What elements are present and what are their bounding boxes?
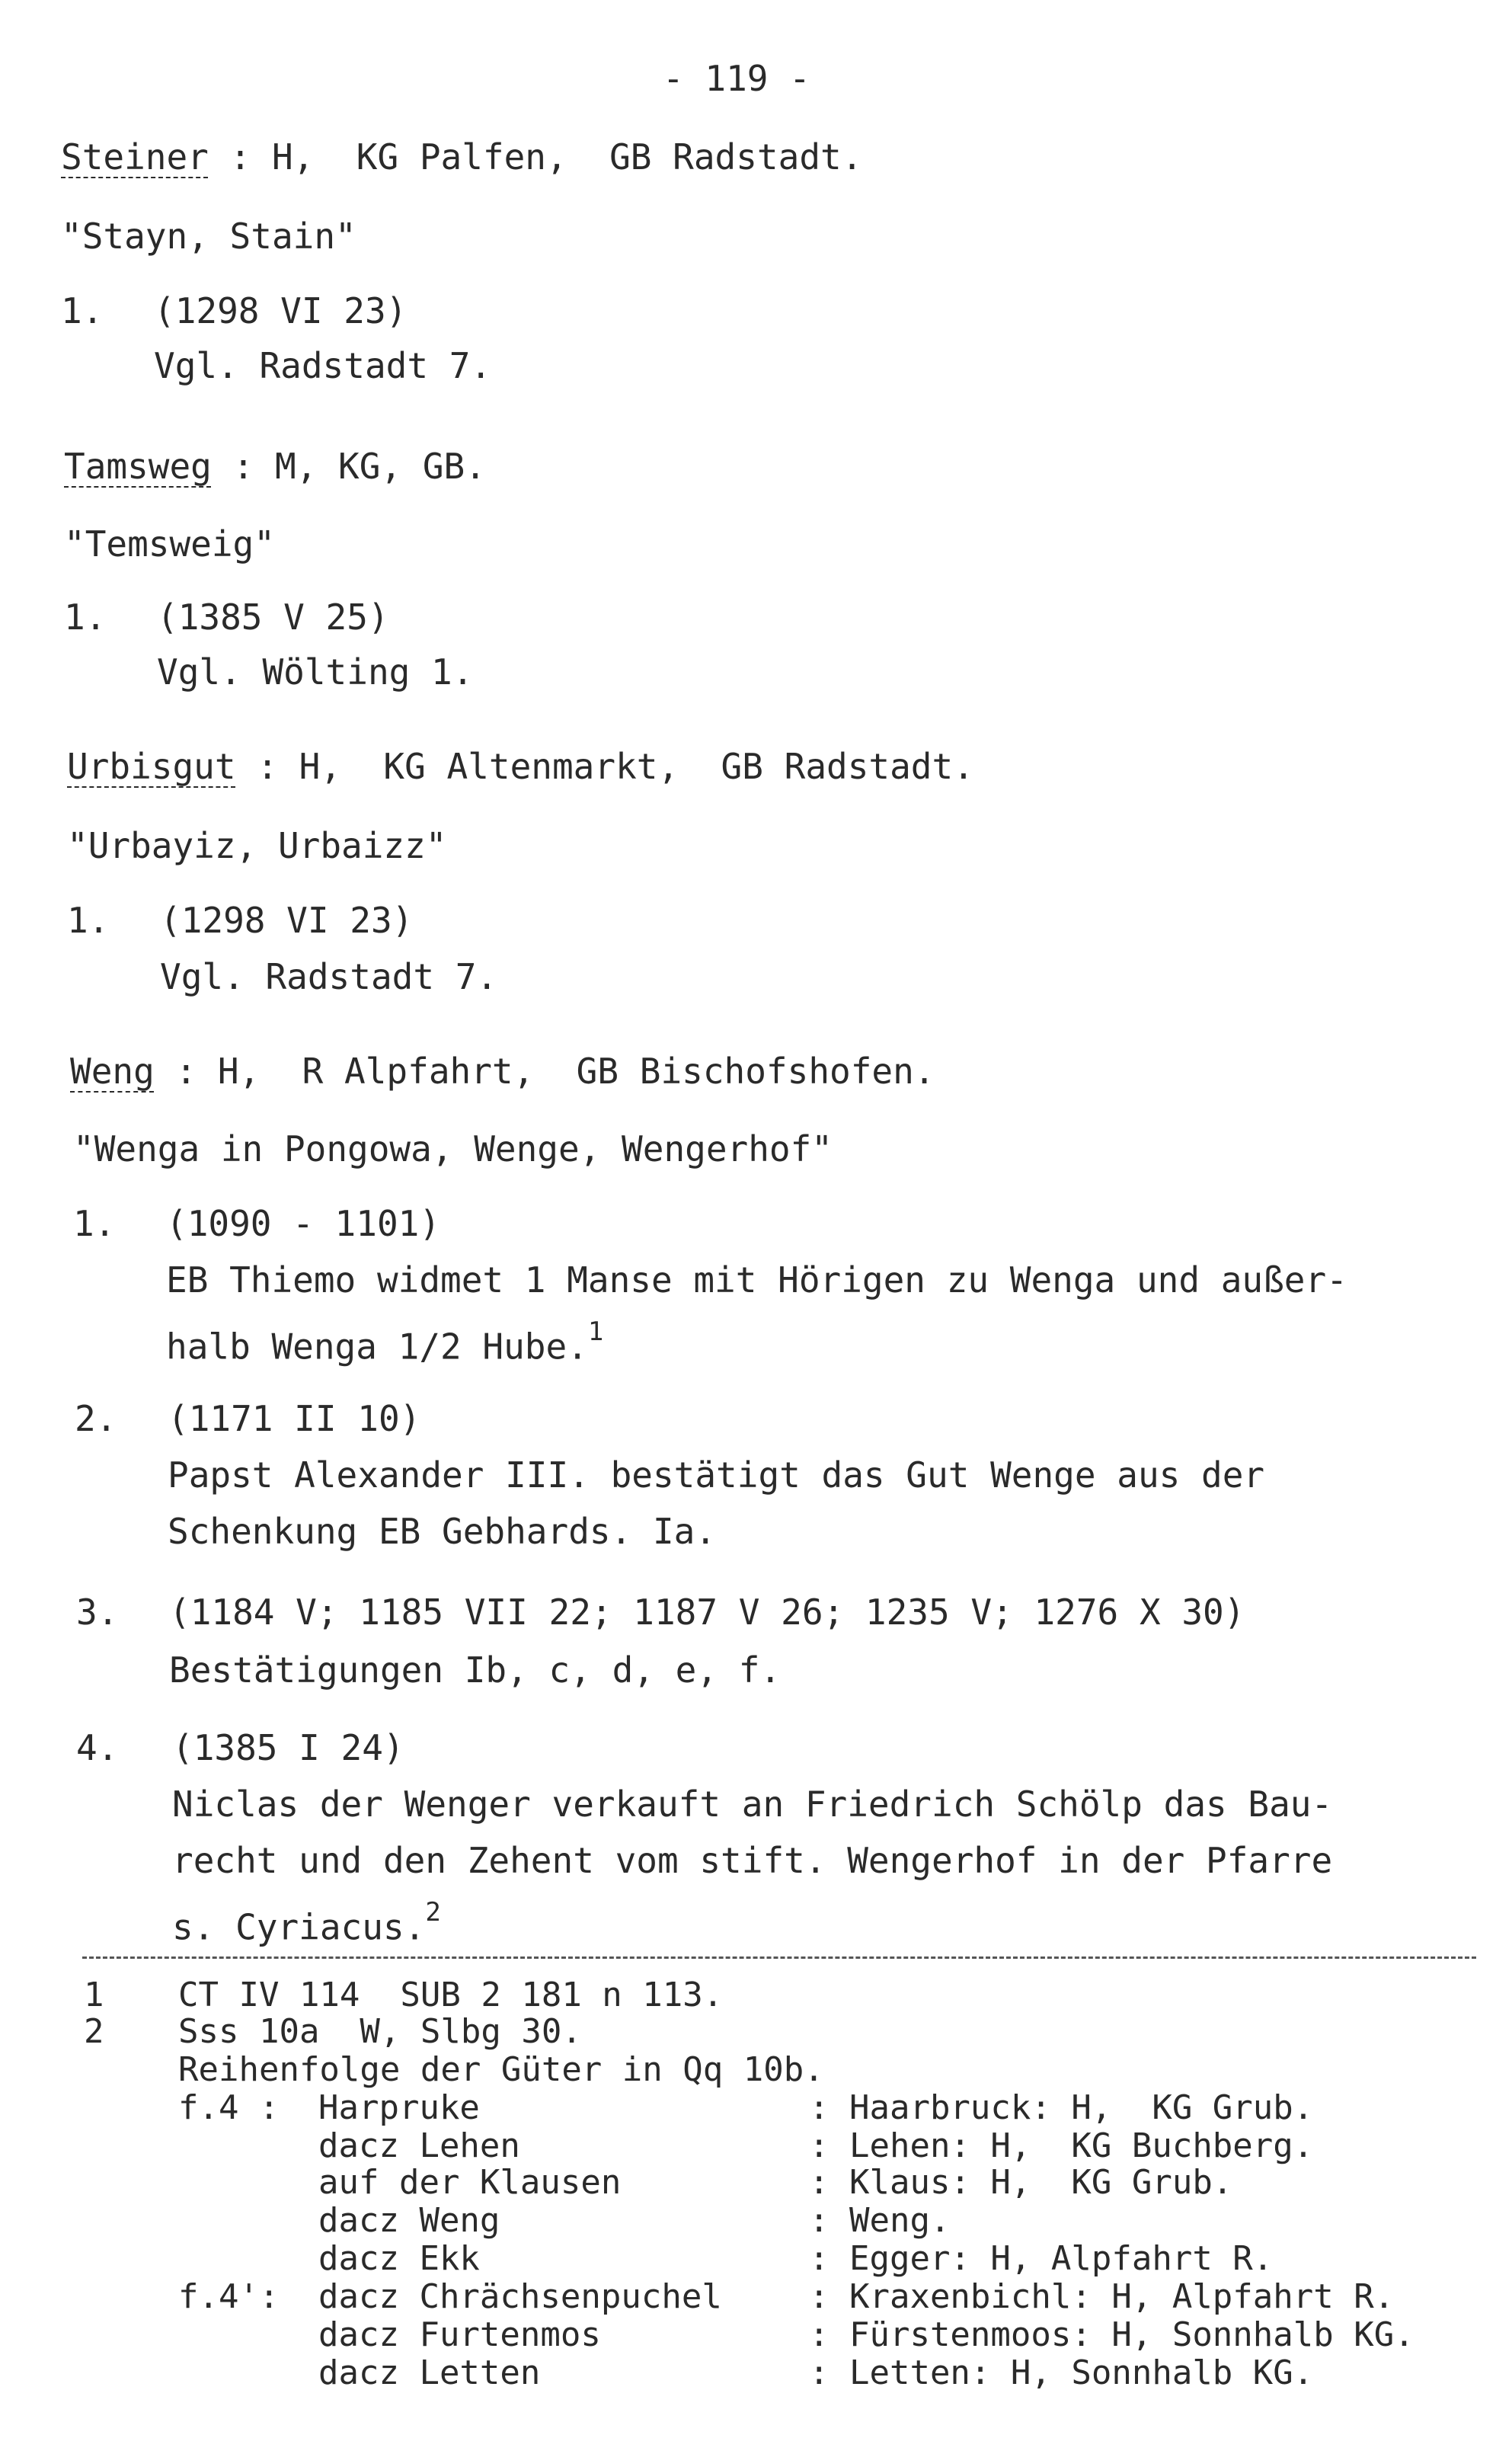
item-date: (1385 V 25) bbox=[157, 597, 389, 638]
footnote-text: Sss 10a W, Slbg 30. bbox=[178, 2012, 582, 2051]
folio-label: f.4': bbox=[178, 2277, 280, 2316]
item-number: 1. bbox=[73, 1203, 116, 1244]
entry-names: "Temsweig" bbox=[64, 523, 275, 565]
page-number: - 119 - bbox=[663, 58, 810, 99]
entry-heading-details: : H, KG Altenmarkt, GB Radstadt. bbox=[257, 746, 974, 787]
estate-modern-name: : Letten: H, Sonnhalb KG. bbox=[809, 2353, 1314, 2392]
folio-label: f.4 : bbox=[178, 2088, 280, 2127]
estate-modern-name: : Haarbruck: H, KG Grub. bbox=[809, 2088, 1314, 2127]
item-date: (1171 II 10) bbox=[168, 1398, 421, 1439]
estate-old-name: dacz Letten bbox=[318, 2353, 541, 2392]
entry-heading-details: : M, KG, GB. bbox=[232, 446, 486, 487]
entry-heading-details: : H, KG Palfen, GB Radstadt. bbox=[229, 136, 863, 178]
item-text-line: halb Wenga 1/2 Hube. bbox=[166, 1326, 588, 1368]
estate-modern-name: : Kraxenbichl: H, Alpfahrt R. bbox=[809, 2277, 1395, 2316]
estate-old-name: dacz Lehen bbox=[318, 2126, 520, 2165]
item-date: (1298 VI 23) bbox=[154, 290, 408, 331]
footnote-number: 1 bbox=[84, 1976, 104, 2014]
estate-old-name: dacz Ekk bbox=[318, 2239, 480, 2278]
footnote-separator bbox=[82, 1956, 1476, 1959]
entry-heading-line bbox=[67, 745, 974, 788]
item-text: Vgl. Wölting 1. bbox=[157, 651, 474, 693]
estate-old-name: dacz Furtenmos bbox=[318, 2315, 601, 2354]
estate-old-name: dacz Weng bbox=[318, 2201, 500, 2240]
item-date: (1184 V; 1185 VII 22; 1187 V 26; 1235 V; 1276 X 30) bbox=[169, 1592, 1245, 1633]
estate-old-name: auf der Klausen bbox=[318, 2163, 622, 2202]
entry-heading: Tamsweg bbox=[64, 446, 212, 487]
estate-modern-name: : Fürstenmoos: H, Sonnhalb KG. bbox=[809, 2315, 1415, 2354]
item-text: Bestätigungen Ib, c, d, e, f. bbox=[169, 1649, 782, 1691]
entry-heading: Steiner bbox=[61, 136, 209, 178]
item-text bbox=[166, 1317, 603, 1368]
item-date: (1385 I 24) bbox=[172, 1727, 404, 1768]
item-date: (1298 VI 23) bbox=[160, 900, 414, 941]
footnote-number: 2 bbox=[84, 2012, 104, 2051]
entry-heading-details: : H, R Alpfahrt, GB Bischofshofen. bbox=[175, 1051, 935, 1092]
footnote-order-line: Reihenfolge der Güter in Qq 10b. bbox=[178, 2050, 824, 2089]
entry-heading-line bbox=[64, 445, 486, 488]
item-text: Vgl. Radstadt 7. bbox=[154, 345, 492, 386]
entry-heading: Urbisgut bbox=[67, 746, 236, 787]
item-text: Niclas der Wenger verkauft an Friedrich Schölp das Bau- bbox=[172, 1784, 1333, 1825]
item-number: 1. bbox=[67, 900, 110, 941]
estate-old-name: dacz Chrächsenpuchel bbox=[318, 2277, 722, 2316]
item-text: Papst Alexander III. bestätigt das Gut Wenge aus der bbox=[168, 1454, 1265, 1496]
footnote-text: CT IV 114 SUB 2 181 n 113. bbox=[178, 1976, 724, 2014]
entry-names: "Wenga in Pongowa, Wenge, Wengerhof" bbox=[73, 1128, 833, 1169]
footnote-marker: 1 bbox=[587, 1317, 604, 1347]
item-number: 1. bbox=[64, 597, 107, 638]
item-date: (1090 - 1101) bbox=[166, 1203, 441, 1244]
item-text: Vgl. Radstadt 7. bbox=[160, 956, 498, 997]
entry-names: "Urbayiz, Urbaizz" bbox=[67, 825, 447, 866]
item-number: 3. bbox=[76, 1592, 119, 1633]
item-number: 2. bbox=[75, 1398, 117, 1439]
item-number: 1. bbox=[61, 290, 104, 331]
estate-modern-name: : Weng. bbox=[809, 2201, 951, 2240]
estate-modern-name: : Klaus: H, KG Grub. bbox=[809, 2163, 1233, 2202]
item-text: Schenkung EB Gebhards. Ia. bbox=[168, 1511, 717, 1552]
estate-modern-name: : Lehen: H, KG Buchberg. bbox=[809, 2126, 1314, 2165]
item-text-line: s. Cyriacus. bbox=[172, 1906, 426, 1948]
entry-names: "Stayn, Stain" bbox=[61, 216, 356, 257]
entry-heading: Weng bbox=[70, 1051, 155, 1092]
footnote-marker: 2 bbox=[425, 1897, 441, 1928]
estate-old-name: Harpruke bbox=[318, 2088, 480, 2127]
entry-heading-line bbox=[61, 136, 862, 178]
item-text: recht und den Zehent vom stift. Wengerhof in der Pfarre bbox=[172, 1840, 1333, 1881]
item-text bbox=[172, 1897, 441, 1948]
estate-modern-name: : Egger: H, Alpfahrt R. bbox=[809, 2239, 1274, 2278]
item-text: EB Thiemo widmet 1 Manse mit Hörigen zu Wenga und außer- bbox=[166, 1259, 1347, 1301]
item-number: 4. bbox=[76, 1727, 119, 1768]
entry-heading-line bbox=[70, 1050, 935, 1093]
